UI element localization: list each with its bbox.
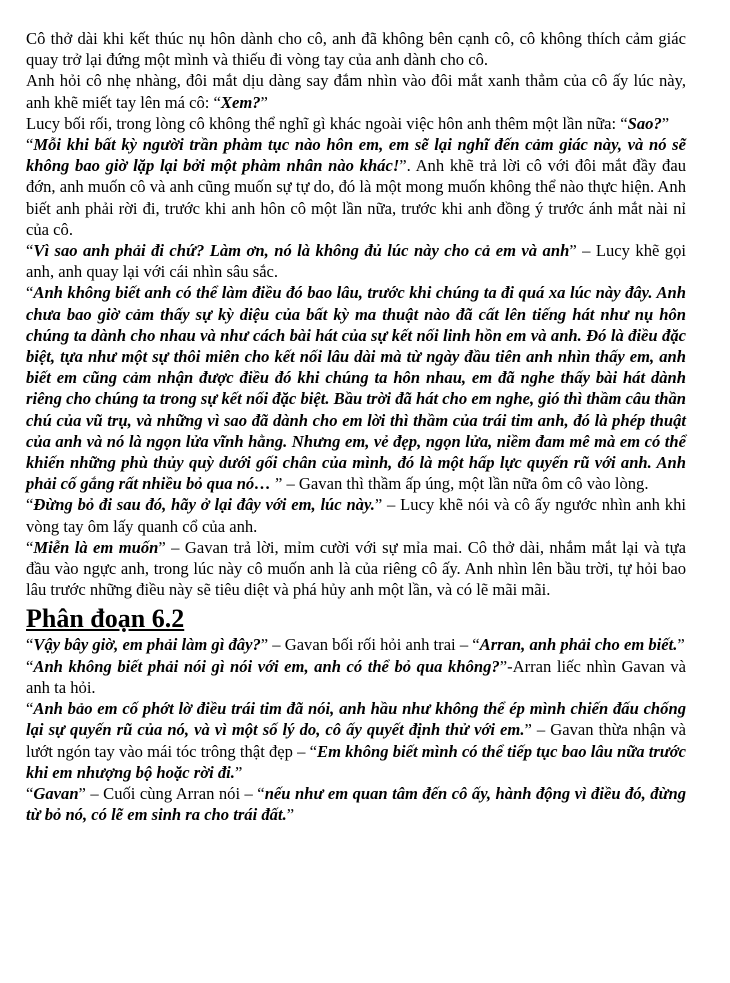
paragraph-text: Lucy bối rối, trong lòng cô không thể nghĩ gì khác ngoài việc hôn anh thêm một lần nữa: “ xyxy=(26,113,628,133)
paragraph-text: ” – Lucy khẽ nói và cô ấy ngước nhìn anh khi vòng tay ôm lấy quanh cổ của anh. xyxy=(26,495,686,536)
dialogue-emphasis: Anh không biết anh có thể làm điều đó bao lâu, trước khi chúng ta đi quá xa lúc này đây. Anh chưa bao giờ cảm thấy sự kỳ diệu của bất kỳ ma thuật nào đã cất lên tiếng hát như nụ hôn chúng ta dành cho nhau và như cách bài hát của sự kết nối linh hồn em và anh. Đó là điều đặc biệt, tựa như một sự thôi miên cho kết nối lâu dài mà từ ngày đầu tiên anh nhìn thấy em, anh biết em cũng cảm nhận được điều đó khi chúng ta hôn nhau, em đã nghe thấy bài hát dành riêng cho chúng ta trong sự kết nối đặc biệt. Bầu trời đã hát cho em nghe, gió thì thầm câu thần chú của vũ trụ, và những vì sao đã dành cho em lời thì thầm của trái tim anh, đó là phép thuật của anh và nó là ngọn lửa vĩnh hằng. Nhưng em, vẻ đẹp, ngọn lửa, niềm đam mê mà em có thể khiến những phù thủy quỳ dưới gối chân của mình, đó là một hấp lực quyến rũ với anh. Anh phải cố gắng rất nhiều bỏ qua nó… xyxy=(26,283,686,494)
paragraph-text: ” – Gavan thì thầm ấp úng, một lần nữa ôm cô vào lòng. xyxy=(270,474,649,494)
paragraph-text: Cô thở dài khi kết thúc nụ hôn dành cho cô, anh đã không bên cạnh cô, cô không thích cảm giác quay trở lại đứng một mình và thiếu đi vòng tay của anh dành cho cô. xyxy=(26,29,686,70)
paragraph-text: ”-Arran liếc nhìn Gavan và anh ta hỏi. xyxy=(26,656,686,697)
paragraph-text: ” xyxy=(286,805,295,825)
paragraph-text: ” – Lucy khẽ gọi anh, anh quay lại với cái nhìn sâu sắc. xyxy=(26,241,687,282)
paragraph-text: “ xyxy=(26,495,34,515)
dialogue-emphasis: Sao? xyxy=(627,113,662,133)
paragraph-text: “ xyxy=(26,283,34,303)
paragraph-text: ” xyxy=(677,635,685,655)
dialogue-emphasis: Anh không biết phải nói gì nói với em, anh có thể bỏ qua không? xyxy=(33,656,500,676)
dialogue-emphasis: Anh bảo em cố phớt lờ điều trái tim đã nói, anh hầu như không thể ép mình chiến đấu chống lại sự quyến rũ của nó, và vì một số lý do, cô ấy quyết định thử với em. xyxy=(26,699,686,740)
dialogue-emphasis: Vì sao anh phải đi chứ? Làm ơn, nó là không đủ lúc này cho cả em và anh xyxy=(33,241,570,261)
paragraph-text: ” – Gavan bối rối hỏi anh trai – “ xyxy=(260,635,480,655)
paragraph-6 xyxy=(26,282,686,494)
dialogue-emphasis: Em không biết mình có thể tiếp tục bao lâu nữa trước khi em nhượng bộ hoặc rời đi. xyxy=(26,741,686,782)
paragraph-9 xyxy=(26,634,686,655)
paragraph-text: “ xyxy=(26,656,34,676)
paragraph-text: “ xyxy=(26,537,34,557)
paragraph-1 xyxy=(26,28,686,70)
dialogue-emphasis: Vậy bây giờ, em phải làm gì đây? xyxy=(33,635,261,655)
dialogue-emphasis: Gavan xyxy=(33,783,79,803)
paragraph-text: “ xyxy=(26,635,34,655)
paragraph-text: “ xyxy=(26,783,34,803)
paragraph-text: “ xyxy=(26,241,34,261)
paragraph-text: “ xyxy=(26,135,34,155)
paragraph-text: ” – Gavan thừa nhận và lướt ngón tay vào mái tóc trông thật đẹp – “ xyxy=(26,720,686,761)
paragraph-text: “ xyxy=(26,699,34,719)
paragraph-text: ” xyxy=(234,762,243,782)
paragraph-2 xyxy=(26,70,686,112)
paragraph-text: Anh hỏi cô nhẹ nhàng, đôi mắt dịu dàng say đắm nhìn vào đôi mắt xanh thẳm của cô ấy lúc này, anh khẽ miết tay lên má cô: “ xyxy=(26,71,686,112)
paragraph-5 xyxy=(26,240,686,282)
paragraph-3 xyxy=(26,113,686,134)
paragraph-text: ” xyxy=(260,92,268,112)
dialogue-emphasis: Mỗi khi bất kỳ người trần phàm tục nào hôn em, em sẽ lại nghĩ đến cảm giác này, và nó sẽ không bao giờ lặp lại bởi một phàm nhân nào khác! xyxy=(26,135,686,176)
dialogue-emphasis: Xem? xyxy=(220,92,261,112)
paragraph-text: ” xyxy=(661,113,670,133)
paragraph-text: ” – Cuối cùng Arran nói – “ xyxy=(78,783,265,803)
paragraph-8 xyxy=(26,537,686,601)
section-heading: Phân đoạn 6.2 xyxy=(26,604,185,634)
dialogue-emphasis: Đừng bỏ đi sau đó, hãy ở lại đây với em, lúc này. xyxy=(33,495,375,515)
paragraph-10 xyxy=(26,656,686,698)
dialogue-emphasis: nếu như em quan tâm đến cô ấy, hành động vì điều đó, đừng từ bỏ nó, có lẽ em sinh ra cho trái đất. xyxy=(26,783,686,825)
paragraph-text: ”. Anh khẽ trả lời cô với đôi mắt đầy đau đớn, anh muốn cô và anh cũng muốn sự tự do, đó là một mong muốn không thể nào thực hiện. Anh biết anh phải rời đi, trước khi anh hôn cô một lần nữa, trước khi anh đồng ý trước ánh mắt nài nỉ của cô. xyxy=(26,156,686,239)
dialogue-emphasis: Arran, anh phải cho em biết. xyxy=(479,635,678,655)
paragraph-text: ” – Gavan trả lời, mỉm cười với sự mỉa mai. Cô thở dài, nhắm mắt lại và tựa đầu vào ngực anh, trong lúc này cô muốn anh là của riêng cô ấy. Anh nhìn lên bầu trời, tự hỏi bao lâu trước những điều này sẽ tiêu diệt và phá hủy anh một lần, và có lẽ mãi mãi. xyxy=(26,537,687,600)
paragraph-11 xyxy=(26,698,686,783)
paragraph-4 xyxy=(26,134,686,240)
paragraph-12 xyxy=(26,783,686,825)
paragraph-7 xyxy=(26,494,686,536)
dialogue-emphasis: Miễn là em muốn xyxy=(33,537,159,557)
